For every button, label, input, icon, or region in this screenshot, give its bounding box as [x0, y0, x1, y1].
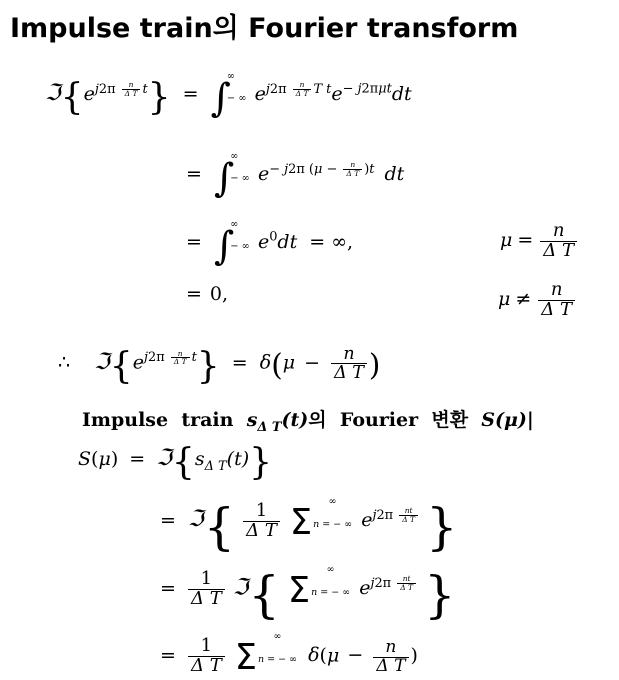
equation-7: = ℑ{ $\frac{1}{\text{Δ T}}$ Σ ∞ n = − ∞ $e^{j2\pi \frac{nt}{\text{Δ T}}}$ } [160, 496, 458, 557]
equation-4: = 0, [186, 283, 229, 305]
equation-3: = ∫ ∞ − ∞ $e^0dt$ = ∞, [186, 219, 354, 269]
equation-1: $ℑ\{e^{j2\pi \frac{n}{\text{Δ T}} t}\}$ = ∫ ∞ − ∞ $e^{j2\pi \frac{n}{\text{Δ T}} T t}e^{- j2\pi\mu t}dt$ [45, 71, 412, 121]
equation-6: $S(\mu) = ℑ\{s_{\Delta T}(t)\}$ [78, 441, 273, 484]
equation-2: = ∫ ∞ − ∞ $e^{- j2\pi (\mu - \frac{n}{\text{Δ T}} )t}$ dt [186, 151, 405, 201]
equation-8: = $\frac{1}{\text{Δ T}}$ ℑ{ Σ ∞ n = − ∞ $e^{j2\pi \frac{nt}{\text{Δ T}}}$ } [160, 564, 456, 625]
caption-impulse-train: Impulse train $s_{\Delta T}(t)$의 Fourier 변환 S(μ)| [82, 409, 534, 435]
page-title: Impulse train의 Fourier transform [10, 13, 519, 44]
equation-3-condition: μ = $\frac{n}{\text{Δ T}}$ [500, 222, 579, 261]
equation-4-condition: μ ≠ $\frac{n}{\text{Δ T}}$ [498, 281, 577, 320]
equation-5: ∴ $ℑ\{e^{j2\pi \frac{n}{\text{Δ T}} t}\} = \delta(\mu$ − $\frac{n}{\text{Δ T}}$ ) [58, 344, 381, 388]
equation-9: = $\frac{1}{\text{Δ T}}$ Σ ∞ n = − ∞ δ(μ − $\frac{n}{\text{Δ T}}$ ) [160, 631, 418, 679]
